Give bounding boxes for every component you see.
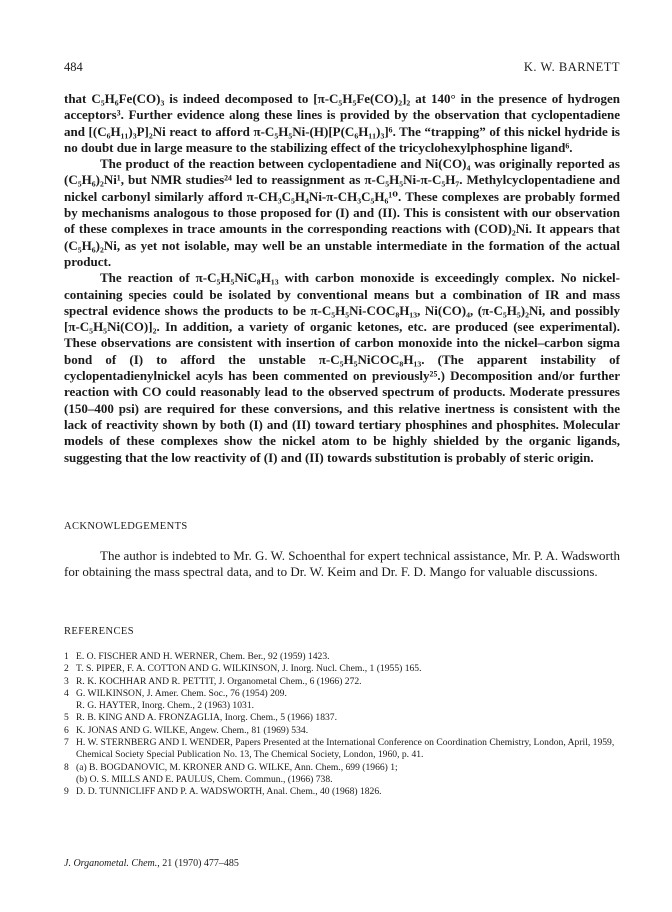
reference-text: R. K. KOCHHAR AND R. PETTIT, J. Organometal Chem., 6 (1966) 272. <box>76 675 362 687</box>
references-heading: REFERENCES <box>64 626 134 637</box>
reference-number: 1 <box>64 651 69 662</box>
reference-item <box>64 688 624 713</box>
reference-number: 3 <box>64 675 69 687</box>
journal-footer <box>64 858 239 869</box>
reference-item <box>64 663 624 675</box>
reference-number: 7 <box>64 737 69 749</box>
reference-number: 4 <box>64 687 69 699</box>
reference-item <box>64 762 624 787</box>
reference-item <box>64 725 624 737</box>
page-number: 484 <box>64 60 83 74</box>
reference-text: (a) B. BOGDANOVIC, M. KRONER AND G. WILKE, Ann. Chem., 699 (1966) 1; <box>76 761 398 773</box>
reference-item <box>64 712 624 724</box>
reference-text: E. O. FISCHER AND H. WERNER, Chem. Ber., 92 (1959) 1423. <box>76 651 330 662</box>
reference-subentry: (b) O. S. MILLS AND E. PAULUS, Chem. Commun., (1966) 738. <box>76 773 333 785</box>
reference-number: 5 <box>64 712 69 724</box>
article-body <box>64 91 620 466</box>
acknowledgements-text: The author is indebted to Mr. G. W. Schoenthal for expert technical assistance, Mr. P. A. Wadsworth for obtaining the mass spectral data, and to Dr. W. Keim and Dr. F. D. Mango for valuable discussions. <box>64 548 620 580</box>
acknowledgements-heading: ACKNOWLEDGEMENTS <box>64 521 188 532</box>
running-author: K. W. BARNETT <box>523 60 620 74</box>
reference-subentry: R. G. HAYTER, Inorg. Chem., 2 (1963) 1031. <box>76 700 255 712</box>
reference-text: R. B. KING AND A. FRONZAGLIA, Inorg. Chem., 5 (1966) 1837. <box>76 712 337 724</box>
journal-volume: 21 (1970) 477–485 <box>162 858 239 869</box>
reference-number: 8 <box>64 761 69 773</box>
paragraph-2: The product of the reaction between cyclopentadiene and Ni(CO)₄ was originally reported as (C₅H₆)₂Ni¹, but NMR studies²⁴ led to reassignment as π-C₅H₅Ni-π-C₅H₇. Methylcyclopentadiene and nickel carbonyl similarly afford π-CH₃C₅H₄Ni-π-CH₃C₅H₆¹⁰. These complexes are probably formed by mechanisms analogous to those proposed for (I) and (II). This is consistent with our observation of these complexes in trace amounts in the corresponding reactions with (COD)₂Ni. It appears that (C₅H₆)₂Ni, as yet not isolable, may well be an unstable intermediate in the formation of the actual product. <box>64 156 620 269</box>
paragraph-3: The reaction of π-C₅H₅NiC₈H₁₃ with carbon monoxide is exceedingly complex. No nickel-containing species could be isolated by conventional means but a combination of IR and mass spectral evidence shows the products to be π-C₅H₅Ni-COC₈H₁₃, Ni(CO)₄, (π-C₅H₅)₂Ni, and possibly [π-C₅H₅Ni(CO)]₂. In addition, a variety of organic ketones, etc. are produced (see experimental). These observations are consistent with insertion of carbon monoxide into the nickel–carbon sigma bond of (I) to afford the unstable π-C₅H₅NiCOC₈H₁₃. (The apparent instability of cyclopentadienylnickel acyls has been commented on previously²⁵.) Decomposition and/or further reaction with CO could reasonably lead to the observed spectrum of products. Moderate pressures (150–400 psi) are required for these conversions, and this relative inertness is consistent with the lack of reactivity shown by both (I) and (II) toward tertiary phosphines and phosphites. Molecular models of these complexes show the nickel atom to be highly shielded by the organic ligands, suggesting that the low reactivity of (I) and (II) towards substitution is probably of steric origin. <box>64 270 620 465</box>
reference-text: D. D. TUNNICLIFF AND P. A. WADSWORTH, Anal. Chem., 40 (1968) 1826. <box>76 786 382 798</box>
acknowledgements-section <box>64 548 620 581</box>
reference-list <box>64 651 624 799</box>
paragraph-1: that C₅H₆Fe(CO)₃ is indeed decomposed to [π-C₅H₅Fe(CO)₂]₂ at 140° in the presence of hydrogen acceptors³. Further evidence along these lines is provided by the observation that cyclopentadiene and [(C₆H₁₁)₃P]₂Ni react to afford π-C₅H₅Ni-(H)[P(C₆H₁₁)₃]⁶. The “trapping” of this nickel hydride is no doubt due in large measure to the stabilizing effect of the tricyclohexylphosphine ligand⁶. <box>64 91 620 155</box>
reference-number: 2 <box>64 663 69 675</box>
reference-text: K. JONAS AND G. WILKE, Angew. Chem., 81 (1969) 534. <box>76 724 309 736</box>
reference-number: 9 <box>64 786 69 798</box>
reference-text: T. S. PIPER, F. A. COTTON AND G. WILKINSON, J. Inorg. Nucl. Chem., 1 (1955) 165. <box>76 663 422 675</box>
reference-text: H. W. STERNBERG AND I. WENDER, Papers Presented at the International Conference on Coordination Chemistry, London, April, 1959, Chemical Society Special Publication No. 13, The Chemical Society, London, 1960, p. 41. <box>76 737 615 761</box>
reference-item <box>64 651 624 663</box>
reference-item <box>64 676 624 688</box>
journal-name: J. Organometal. Chem., <box>64 858 160 869</box>
reference-item <box>64 786 624 798</box>
reference-number: 6 <box>64 724 69 736</box>
reference-text: G. WILKINSON, J. Amer. Chem. Soc., 76 (1954) 209. <box>76 687 287 699</box>
running-header <box>64 60 620 78</box>
reference-item <box>64 737 624 762</box>
